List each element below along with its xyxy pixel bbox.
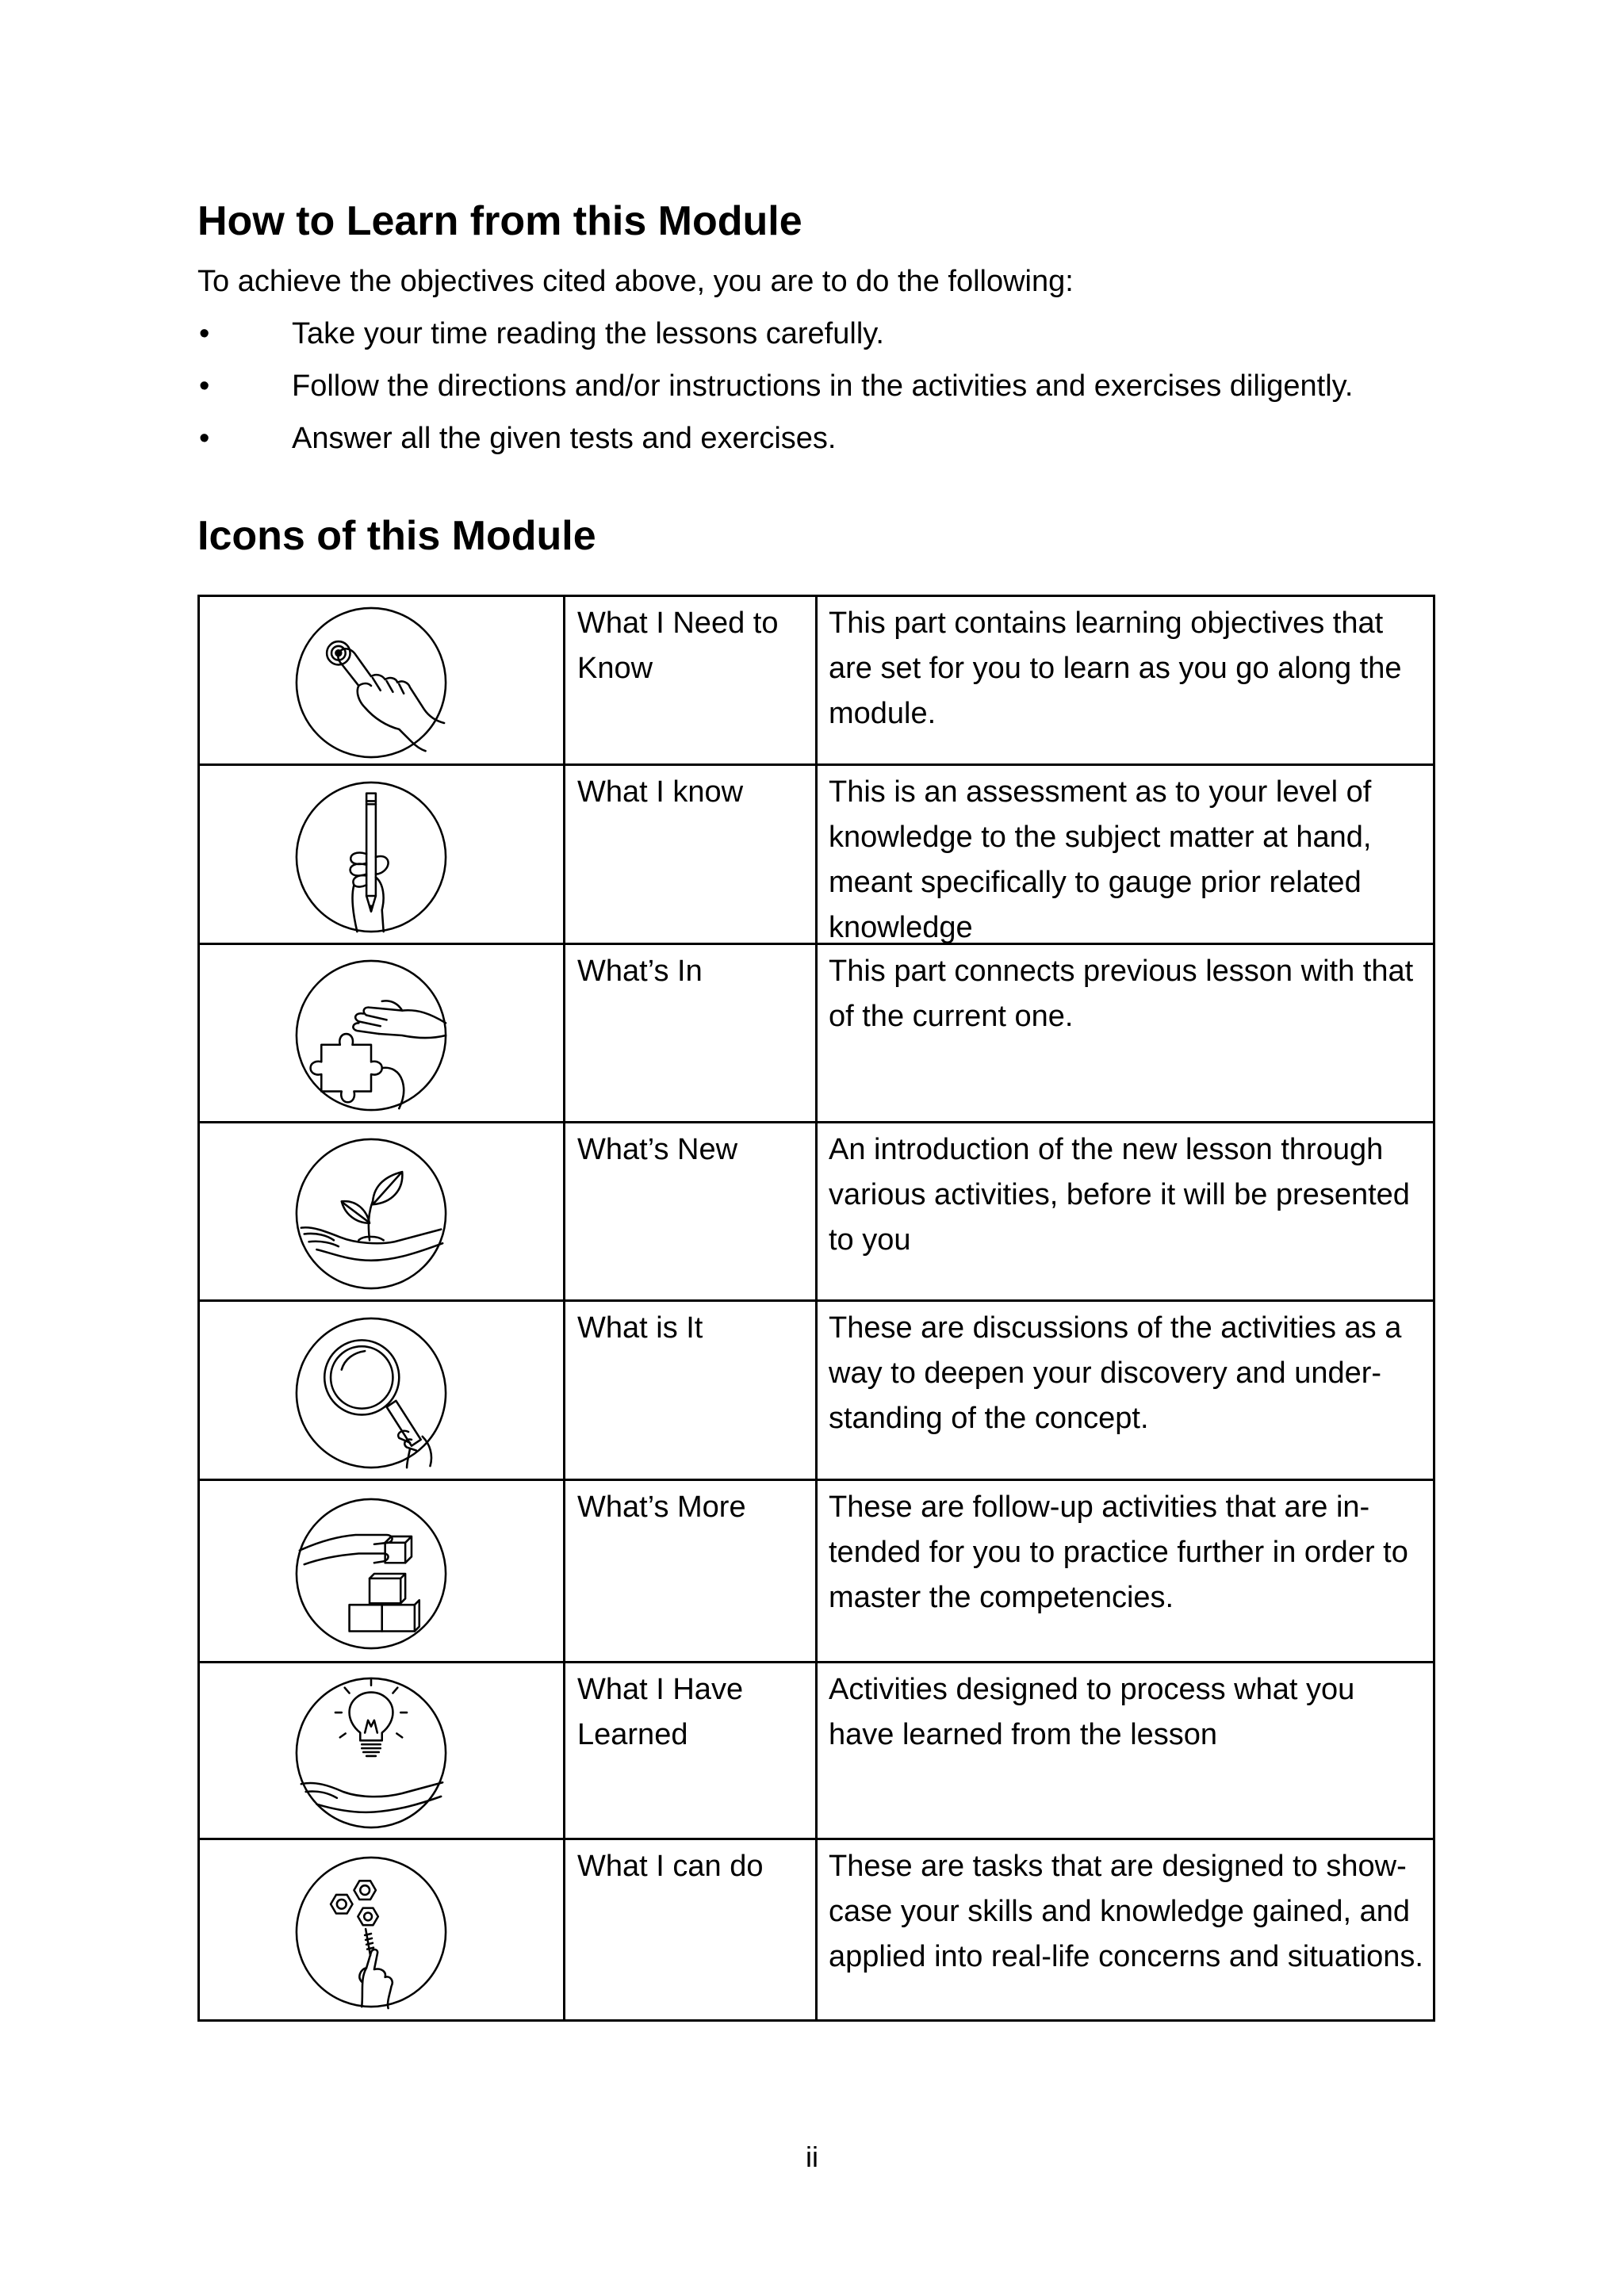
section-heading-how-to-learn: How to Learn from this Module — [197, 198, 802, 244]
description-line: module. — [829, 697, 936, 730]
icon-description-cell — [818, 1663, 1435, 1840]
icon-cell — [197, 1840, 565, 2022]
intro-text: To achieve the objectives cited above, you are to do the following: — [197, 265, 1074, 298]
icon-description-cell — [818, 595, 1435, 766]
bullet-icon: • — [199, 369, 210, 403]
description-line: way to deepen your discovery and under- — [829, 1357, 1382, 1390]
description-line: have learned from the lesson — [829, 1718, 1218, 1751]
page-number: ii — [806, 2141, 818, 2173]
icon-label: What’s More — [577, 1490, 746, 1524]
bullet-icon: • — [199, 422, 210, 455]
icon-label: What I know — [577, 775, 744, 809]
description-line: These are tasks that are designed to show- — [829, 1850, 1407, 1883]
icon-description-cell — [818, 1302, 1435, 1481]
icon-label-cell — [565, 1123, 818, 1302]
description-line: case your skills and knowledge gained, and — [829, 1895, 1411, 1928]
icon-description-cell — [818, 1123, 1435, 1302]
icon-label: What I can do — [577, 1850, 764, 1883]
icon-cell — [197, 766, 565, 945]
icon-cell — [197, 1663, 565, 1840]
icon-label-cell — [565, 766, 818, 945]
instructions-block — [197, 255, 1353, 465]
description-line: knowledge to the subject matter at hand, — [829, 821, 1372, 854]
icon-cell — [197, 1302, 565, 1481]
magnifying-glass-icon — [293, 1315, 449, 1471]
list-item-text: Follow the directions and/or instructions in the activities and exercises diligently. — [292, 369, 1354, 403]
instructions-list — [197, 308, 1353, 465]
icon-label-cell — [565, 1302, 818, 1481]
hand-lightbulb-icon — [293, 1675, 449, 1831]
hand-puzzle-icon — [293, 958, 449, 1113]
description-line: Activities designed to process what you — [829, 1673, 1355, 1706]
description-line: knowledge — [829, 911, 973, 944]
icons-table — [197, 595, 1435, 2022]
icon-label: What’s New — [577, 1133, 738, 1166]
pointing-hand-button-icon — [293, 605, 449, 760]
icon-label-cell — [565, 595, 818, 766]
hand-blocks-icon — [293, 1496, 449, 1651]
hand-nuts-bolts-icon — [293, 1854, 449, 2010]
icon-cell — [197, 945, 565, 1123]
description-line: standing of the concept. — [829, 1402, 1149, 1435]
list-item — [197, 308, 1353, 360]
icon-label-cell — [565, 1840, 818, 2022]
list-item-text: Take your time reading the lessons carefully. — [292, 317, 884, 350]
icon-cell — [197, 1123, 565, 1302]
bullet-icon: • — [199, 317, 210, 350]
list-item — [197, 360, 1353, 412]
description-line: applied into real-life concerns and situations. — [829, 1940, 1423, 1973]
description-line: tended for you to practice further in order to — [829, 1536, 1408, 1569]
list-item-text: Answer all the given tests and exercises. — [292, 422, 837, 455]
description-line: master the competencies. — [829, 1581, 1174, 1614]
icon-description-cell — [818, 1481, 1435, 1663]
description-line: various activities, before it will be presented — [829, 1178, 1410, 1211]
description-line: An introduction of the new lesson through — [829, 1133, 1384, 1166]
description-line: meant specifically to gauge prior related — [829, 866, 1362, 899]
icon-description-cell — [818, 945, 1435, 1123]
icon-label-cell — [565, 1663, 818, 1840]
description-line: to you — [829, 1223, 911, 1257]
icon-cell — [197, 1481, 565, 1663]
icon-label: Learned — [577, 1718, 688, 1751]
icon-label: What I Have — [577, 1673, 744, 1706]
description-line: This is an assessment as to your level of — [829, 775, 1372, 809]
icon-label-cell — [565, 1481, 818, 1663]
icon-cell — [197, 595, 565, 766]
description-line: These are follow-up activities that are in- — [829, 1490, 1370, 1524]
icon-description-cell — [818, 1840, 1435, 2022]
list-item — [197, 412, 1353, 465]
description-line: of the current one. — [829, 1000, 1074, 1033]
icon-label: Know — [577, 652, 653, 685]
section-heading-icons: Icons of this Module — [197, 513, 596, 559]
icon-label: What I Need to — [577, 607, 779, 640]
description-line: are set for you to learn as you go along the — [829, 652, 1402, 685]
hand-pencil-icon — [293, 779, 449, 935]
description-line: This part connects previous lesson with that — [829, 955, 1414, 988]
description-line: These are discussions of the activities as a — [829, 1311, 1402, 1345]
icon-label-cell — [565, 945, 818, 1123]
icon-label: What’s In — [577, 955, 703, 988]
icon-label: What is It — [577, 1311, 703, 1345]
icon-description-cell — [818, 766, 1435, 945]
hand-plant-icon — [293, 1136, 449, 1292]
description-line: This part contains learning objectives that — [829, 607, 1384, 640]
